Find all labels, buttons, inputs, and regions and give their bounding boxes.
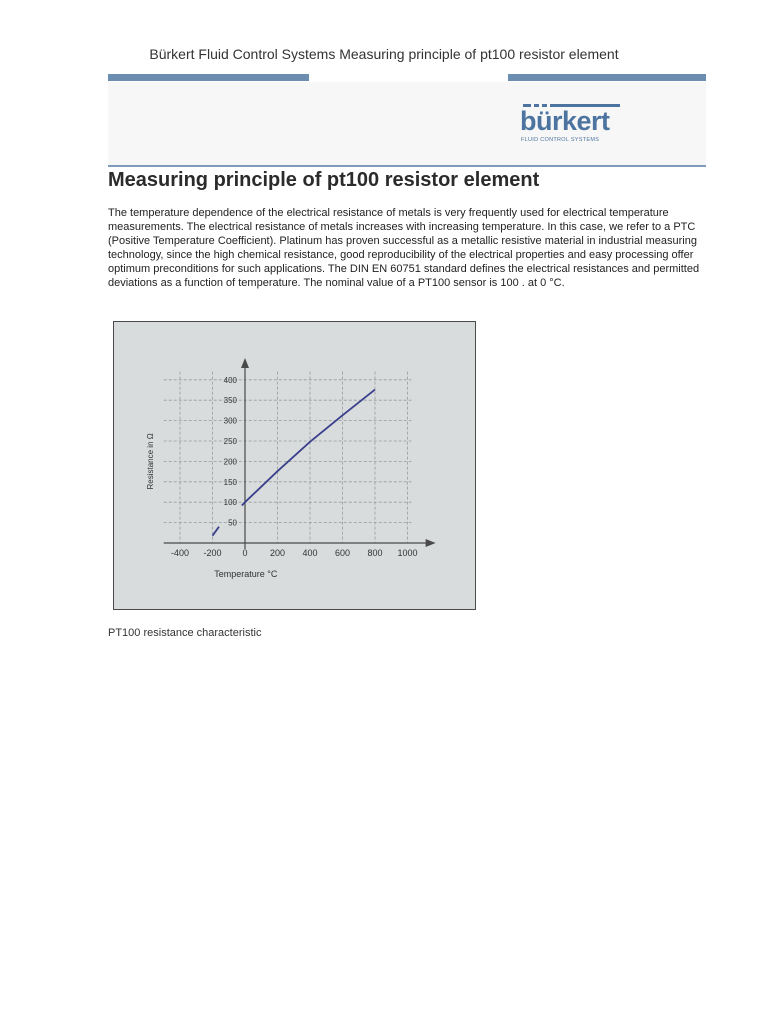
x-tick-label: 0: [242, 548, 248, 558]
pt100-chart: [114, 322, 474, 608]
y-tick-label: 350: [223, 396, 237, 406]
y-tick-label: 50: [228, 518, 237, 528]
body-paragraph: The temperature dependence of the electrical resistance of metals is very frequently used for electrical temperature measurements. The electrical resistance of metals increases with increasing temperature. In this case, we refer to a PTC (Positive Temperature Coefficient). Platinum has proven successful as a metallic resistive material in industrial measuring technology, since the high chemical resistance, good reproducibility of the electrical properties and easy processing offer optimum preconditions for such applications. The DIN EN 60751 standard defines the electrical resistances and permitted deviations as a function of temperature. The nominal value of a PT100 sensor is 100 . at 0 °C.: [108, 207, 700, 289]
x-tick-label: 1000: [397, 548, 418, 558]
y-tick-label: 100: [223, 498, 237, 508]
x-tick-label: -200: [203, 548, 222, 558]
x-tick-label: 200: [269, 548, 286, 558]
resistance-curve-segment: [242, 390, 375, 506]
y-tick-label: 150: [223, 477, 237, 487]
y-tick-label: 250: [223, 437, 237, 446]
x-axis-arrow: [426, 539, 436, 547]
y-tick-label: 400: [223, 375, 237, 385]
x-tick-label: 600: [334, 548, 351, 558]
logo-wordmark: bürkert: [520, 106, 610, 136]
page-title: Measuring principle of pt100 resistor element: [108, 169, 540, 191]
x-tick-label: -400: [170, 548, 190, 558]
y-tick-label: 200: [223, 457, 237, 467]
pt100-chart-figure: [113, 321, 476, 610]
y-tick-label: 300: [223, 416, 237, 426]
logo-tagline: FLUID CONTROL SYSTEMS: [521, 137, 600, 143]
document-header-title: Bürkert Fluid Control Systems Measuring principle of pt100 resistor element: [149, 46, 619, 62]
x-tick-label: 400: [302, 548, 318, 558]
burkert-logo: [520, 104, 620, 146]
resistance-curve-segment: [213, 527, 220, 536]
header-accent-bar-right: [508, 74, 706, 81]
banner-divider: [108, 165, 706, 167]
figure-caption: PT100 resistance characteristic: [108, 627, 262, 639]
y-axis-arrow: [241, 358, 249, 368]
y-axis-title: Resistance in Ω: [146, 433, 155, 490]
x-tick-label: 800: [367, 548, 383, 558]
x-axis-title: Temperature °C: [214, 569, 278, 579]
header-accent-bar-left: [108, 74, 309, 81]
